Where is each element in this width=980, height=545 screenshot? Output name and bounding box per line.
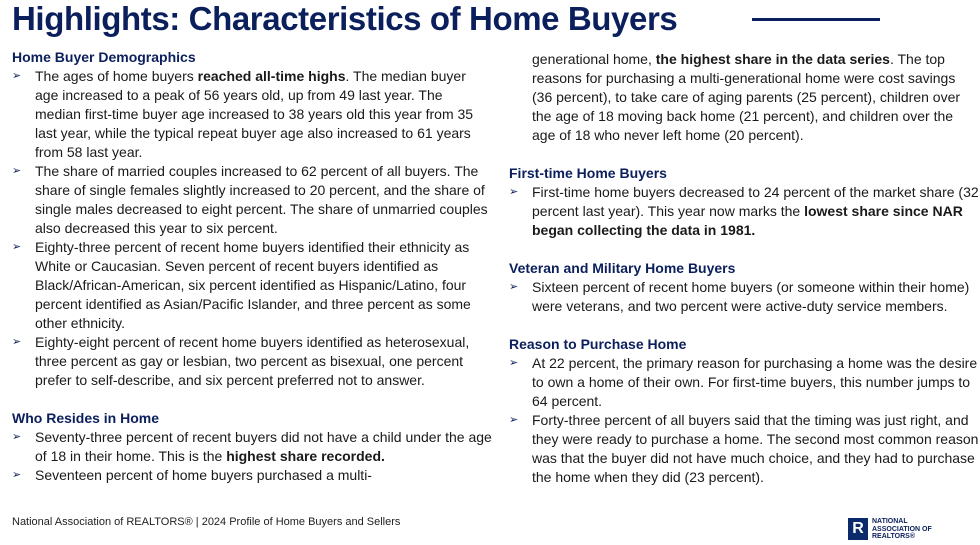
arrow-bullet-icon: ➢	[509, 281, 519, 293]
bullet-item	[12, 428, 492, 466]
bullet-text: Seventy-three percent of recent buyers did not have a child under the age of 18 in their home. This is the	[35, 429, 492, 464]
bullet-text: Eighty-three percent of recent home buyers identified their ethnicity as White or Caucasian. Seven percent of recent buyers identified as Black/African-American, six percent identified as Hispanic/Latino, four percent identified as Asian/Pacific Islander, and three percent as some other ethnicity.	[35, 239, 471, 331]
first-time-heading: First-time Home Buyers	[509, 165, 667, 181]
bullet-text: generational home,	[532, 51, 656, 67]
veteran-list	[509, 278, 979, 316]
arrow-bullet-icon: ➢	[12, 336, 22, 348]
arrow-bullet-icon: ➢	[12, 241, 22, 253]
demographics-heading: Home Buyer Demographics	[12, 49, 196, 65]
bullet-item	[509, 354, 979, 411]
arrow-bullet-icon: ➢	[12, 165, 22, 177]
highlight-text: highest share recorded.	[226, 448, 385, 464]
bullet-text: The share of married couples increased to 62 percent of all buyers. The share of single females slightly increased to 20 percent, and the share of single males decreased to eight percent. The share of unmarried couples also decreased this year to six percent.	[35, 163, 488, 236]
multi-generational-continuation	[509, 50, 979, 145]
bullet-item	[12, 162, 492, 238]
bullet-text: . The median buyer age increased to a peak of 56 years old, up from 49 last year. The median first-time buyer age increased to 38 years old this year from 35 last year, while the typical repeat buyer age also increased to 61 years from 58 last year.	[35, 68, 474, 160]
first-time-list	[509, 183, 979, 240]
nar-logo	[848, 518, 972, 542]
left-column	[12, 48, 492, 485]
arrow-bullet-icon: ➢	[509, 186, 519, 198]
bullet-item	[12, 333, 492, 390]
realtor-r-icon: R	[848, 518, 868, 540]
resides-list	[12, 428, 492, 485]
bullet-text: . The top reasons for purchasing a multi-generational home were cost savings (36 percent), to take care of aging parents (25 percent), children over the age of 18 moving back home (21 percent), and children over the age of 18 who never left home (20 percent).	[532, 51, 961, 143]
bullet-item	[509, 278, 979, 316]
bullet-item	[509, 411, 979, 487]
bullet-text: The ages of home buyers	[35, 68, 198, 84]
veteran-heading: Veteran and Military Home Buyers	[509, 260, 736, 276]
bullet-text: At 22 percent, the primary reason for purchasing a home was the desire to own a home of their own. For first-time buyers, this number jumps to 64 percent.	[532, 355, 978, 409]
arrow-bullet-icon: ➢	[12, 469, 22, 481]
right-column	[509, 48, 979, 487]
arrow-bullet-icon: ➢	[509, 357, 519, 369]
page-title: Highlights: Characteristics of Home Buyers	[12, 0, 678, 37]
bullet-item	[12, 466, 492, 485]
title-rule	[752, 18, 880, 21]
arrow-bullet-icon: ➢	[12, 70, 22, 82]
arrow-bullet-icon: ➢	[509, 414, 519, 426]
demographics-list	[12, 67, 492, 390]
reason-list	[509, 354, 979, 487]
logo-wordmark: NATIONAL ASSOCIATION OF REALTORS®	[872, 518, 932, 540]
highlight-text: reached all-time highs	[197, 68, 346, 84]
reason-heading: Reason to Purchase Home	[509, 336, 687, 352]
resides-heading: Who Resides in Home	[12, 410, 160, 426]
footer-source: National Association of REALTORS® | 2024 Profile of Home Buyers and Sellers	[12, 516, 401, 528]
arrow-bullet-icon: ➢	[12, 431, 22, 443]
highlight-text: the highest share in the data series	[655, 51, 890, 67]
bullet-text: Sixteen percent of recent home buyers (or someone within their home) were veterans, and two percent were active-duty service members.	[532, 279, 970, 314]
bullet-text: Seventeen percent of home buyers purchased a multi-	[35, 467, 372, 483]
bullet-item	[12, 67, 492, 162]
bullet-item	[12, 238, 492, 333]
bullet-item	[509, 183, 979, 240]
bullet-text: First-time home buyers decreased to 24 percent of the market share (32 percent last year). This year now marks the	[532, 184, 979, 219]
bullet-text: Forty-three percent of all buyers said that the timing was just right, and they were ready to purchase a home. The second most common reason was that the buyer did not have much choice, and they had to purchase the home when they did (23 percent).	[532, 412, 979, 485]
bullet-text: Eighty-eight percent of recent home buyers identified as heterosexual, three percent as gay or lesbian, two percent as bisexual, one percent prefer to self-describe, and six percent preferred not to answer.	[35, 334, 470, 388]
highlight-text: lowest share since NAR began collecting the data in 1981.	[532, 203, 963, 238]
